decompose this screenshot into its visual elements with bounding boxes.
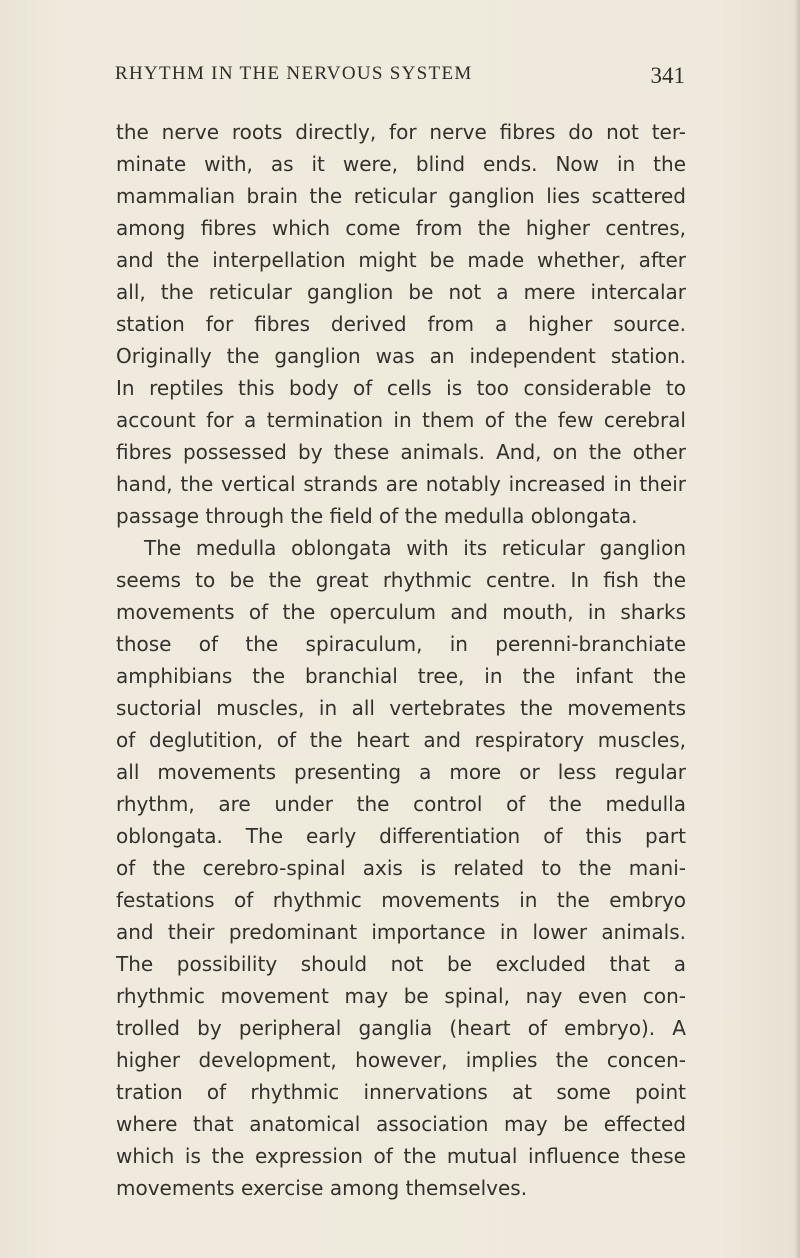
text-line: account for a termination in them of the few cerebral <box>116 408 686 432</box>
text-line: among fibres which come from the higher centres, <box>116 216 686 240</box>
text-line: all movements presenting a more or less regular <box>116 760 686 784</box>
text-line: rhythm, are under the control of the medulla <box>116 792 686 816</box>
text-line: passage through the field of the medulla oblongata. <box>116 504 638 528</box>
text-line: where that anatomical association may be effected <box>116 1112 686 1136</box>
text-line: amphibians the branchial tree, in the infant the <box>116 664 686 688</box>
text-line: trolled by peripheral ganglia (heart of embryo). A <box>116 1016 686 1040</box>
text-line: and their predominant importance in lower animals. <box>116 920 686 944</box>
text-line: minate with, as it were, blind ends. Now in the <box>116 152 686 176</box>
text-line: movements of the operculum and mouth, in sharks <box>116 600 686 624</box>
text-line: station for fibres derived from a higher source. <box>116 312 686 336</box>
text-line: oblongata. The early differentiation of this part <box>116 824 686 848</box>
text-line: suctorial muscles, in all vertebrates the movements <box>116 696 686 720</box>
text-line: movements exercise among themselves. <box>116 1176 528 1200</box>
text-line: The medulla oblongata with its reticular ganglion <box>144 536 686 560</box>
text-line: those of the spiraculum, in perenni-branchiate <box>116 632 686 656</box>
text-line: hand, the vertical strands are notably increased in their <box>116 472 686 496</box>
text-line: The possibility should not be excluded that a <box>116 952 686 976</box>
body-text <box>116 116 686 1204</box>
text-line: festations of rhythmic movements in the embryo <box>116 888 686 912</box>
page-edge-shadow <box>794 0 800 1258</box>
running-head <box>115 63 685 93</box>
text-line: tration of rhythmic innervations at some point <box>116 1080 686 1104</box>
text-line: and the interpellation might be made whether, after <box>116 248 686 272</box>
text-line: which is the expression of the mutual influence these <box>116 1144 686 1168</box>
text-line: mammalian brain the reticular ganglion lies scattered <box>116 184 686 208</box>
text-line: Originally the ganglion was an independent station. <box>116 344 686 368</box>
text-line: all, the reticular ganglion be not a mere intercalar <box>116 280 686 304</box>
text-line: rhythmic movement may be spinal, nay even con- <box>116 984 686 1008</box>
text-line: of the cerebro-spinal axis is related to the mani- <box>116 856 686 880</box>
text-line: higher development, however, implies the concen- <box>116 1048 686 1072</box>
text-line: In reptiles this body of cells is too considerable to <box>116 376 686 400</box>
text-line: seems to be the great rhythmic centre. In fish the <box>116 568 686 592</box>
running-title: RHYTHM IN THE NERVOUS SYSTEM <box>115 63 473 84</box>
text-line: the nerve roots directly, for nerve fibres do not ter- <box>116 120 686 144</box>
text-line: fibres possessed by these animals. And, on the other <box>116 440 686 464</box>
text-line: of deglutition, of the heart and respiratory muscles, <box>116 728 686 752</box>
page-number: 341 <box>650 63 685 88</box>
